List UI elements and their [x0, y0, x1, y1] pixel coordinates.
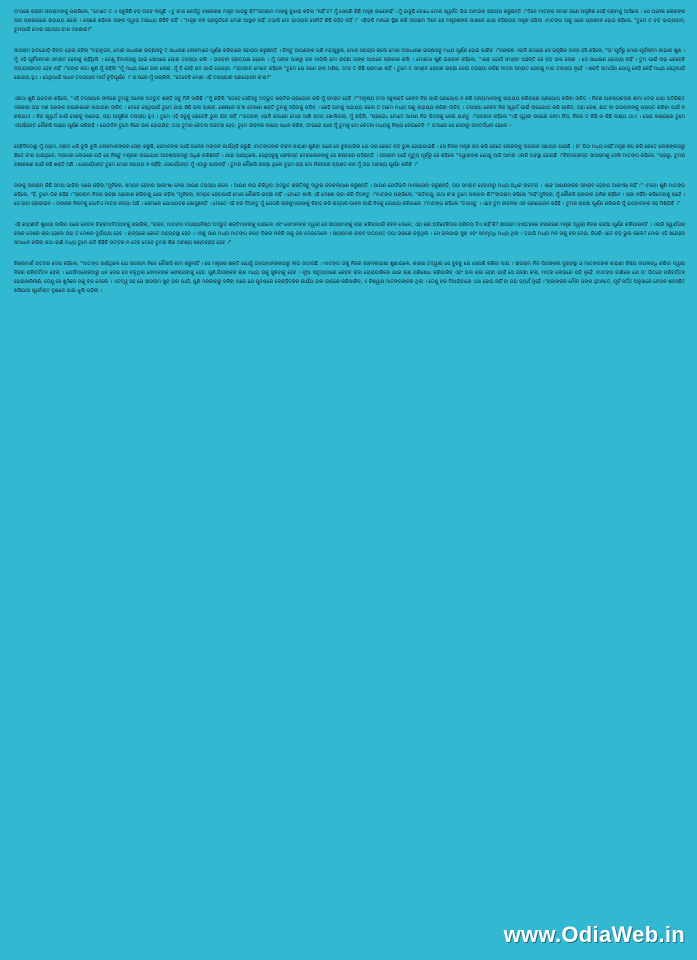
paragraph-3: ଏକଥା ଶୁଣି ଭଗବାନ କହିଲେ, "ଏହି ତପସ୍ୟାର ଫଳରେ ତୁମକୁ ଅନେକ ଅଦ୍ଭୁତ ଶକ୍ତି ସବୁ ମିଳି ସାରିଛି ।"ମୁଁ କହିଲି "ତେବେ ସେହିସବୁ ଅଦ୍ଭୁତ ଶକ୍ତିର ପ୍ରୟୋଗ କରି ମୁଁ ସମ୍ରାଟ ହେବି ।""ମନୁଷ୍ୟ ତା'ର ସବୁଶକ୍ତି କେବଳ ନିଜ ପାଇଁ ପ୍ରୟୋଗ ନ କରି ଅନ୍ୟମାନଙ୍କୁ ସାହାଯ୍ୟ କରିବାରେ ପ୍ରୟୋଗ କରିବା ଉଚିତ୍ । ନିଜର ଆବଶ୍ୟକତାର ଶୀମା ଦେଇ ଯାହା ଅତିରିକ୍ତ ଦରକାର ତାହା ଦଶ ଜଣଙ୍କ ଉପକାରରେ ଲଗାଇବା ଉଚିତ୍ । ତେବେ ସେଥିପାଇଁ ତୁମେ ଯାହା କିଛି ଭଲ ପାଇବ, ଶେଷରେ ତା'ର ଦେଖାଣ ଶକ୍ତି ତୁମକୁ ସହିବାକୁ ପଡ଼ିବ । କେହି ଆମକୁ ସାହାଯ୍ୟ କଲେ ତ ଆମେ ମଧ୍ୟ ତାକୁ ସାହାଯ୍ୟ କରିବା ଉଚିତ୍ । ତପସ୍ୟା କେବଳ ନିଜ ସ୍ୱାର୍ଥ ପାଇଁ ଉପଯୋଗ କରି ପାରିବ, ତାହା ବେଶ, ଛାତ ବା ଭଗବାନଙ୍କୁ ପ୍ରାପ୍ତ କରିବା ପାଇଁ ନ କରାଯାଏ । ନିଜ ସ୍ୱାର୍ଥ ପାଇଁ ସେବକୁ ଲଗେଇ, ତାହା ଆସୁରିକ ତପସ୍ୟା ହୁଏ । ତୁମେ ଏହି ସବୁକୁ କେବେବି ଭୁଲ ଯିବ ନାହିଁ ।"ଭଗବାନ୍ ଏଭଳି କଥାରେ ମୋର ଆଖି ହଠାତ୍ ଖୋଲିଗଲା, ମୁଁ କହିଲି, "ପ୍ରଭୋ, ମୋତେ ଆପଣ ନିଜ ଭିତରକୁ ନେଇ ଯାନ୍ତୁ ।"ଭଗବାନ କହିଲେ "ଏହି ପୃଥିବୀ ଉପରେ ଜନ୍ମ ନିଅ, ନିଜର ତ କିଛି ନା କିଛି ଲକ୍ଷ୍ୟ ଥାଏ । ସେଇ ଲକ୍ଷ୍ୟରେ ତୁମେ ଏପର୍ଯ୍ୟନ୍ତ କୌଣସି ଲକ୍ଷ୍ୟ ପୂର୍ଣ୍ଣ କରିନାହଁ । ଯେଉଦିନ ତୁମେ ନିଜେ ଭଲ ହୋଇଯିବ, ତଥା ତୁମର ଚେତନା ଉଚ୍ଚତର ହେବ, ତୁମେ ଜୀବନର ଲକ୍ଷ୍ୟ ସାଧନ କରିବ, ତା'ପରେ ଯାଇ ମୁଁ ତୁମକୁ ମୋ ଚେତନା ମଧ୍ୟକୁ ନିଶ୍ଚୟ ନେଇଚେବି ।" ତା'ପରେ ସେ ସେଠାରୁ ଅନ୍ତର୍ଦ୍ଧାନ ହେଲେ ।: [14, 96, 685, 129]
paragraph-4: ସେହିଦିନଠାରୁ ମୁଁ ଗ୍ରାମ, ଗ୍ରାମ ଧରି ବୁଲି ବୁଲି ଲୋକମାନଙ୍କର ସେବା କରୁଛି, ସେମାନଙ୍କ ପାଇଁ ଅନେକ ମଙ୍ଗଳ କାର୍ଯ୍ୟବି କରୁଛି ।ମାତଙ୍ଗଙ୍କ ଜୀବନ କାହାଣୀ ଶୁଣିବା ପରେ ସେ ବୁଝିପାରିଲା ଯେ ତାର କେତେ ବଡ଼ ଭୁଲ ହୋଇଯାଇଛି । ସେ ନିଜର ମନ୍ତ୍ର ଜପ କରି କେତେ ଲୋକଙ୍କୁ ଉପକାର ସହାୟତା ପାଇଛି । ତା' ପିତା ମଧ୍ୟ ସେହିଁ ମନ୍ତ୍ର ଜପ କରି କେତେ ଲୋକଙ୍କଠାରୁ କିତେ କ'ଣ ପାଇଥିବେ, ଦରାଗାର ଲୋଭରେ ପଡ଼ି ସେ ନିଷ୍ଟୁ ମନ୍ତ୍ରର ଉପଯୋଗ ଆବଶ୍ୟକତାରୁ ଅଧିକ କରିଛନ୍ତି । ଯାହା ପାଇଥିଲେ, ସେଥିସବୁକୁ ଫେରସ୍ତ ଦେବାଲୋକଙ୍କୁ ସେ କଷ୍ଟରେ ପଡ଼ିଛନ୍ତି । ସୀତାରାମ ପାଇଁ ମୃତ୍ୟୁ ପୂର୍ବରୁ ସେ କହିଲେ "ଦ୍ୱାରାଙ୍କ ଯୋଗୁ ଆଜି ଆମର ଏପରି ଅବସ୍ଥା ହୋଇଛି ।"ଚିନ୍ତାଗ୍ରସ୍ତ ସୀତାରାମକୁ ଦେଖି ମାତଙ୍ଗ କହିଲେ, "ପ୍ରଭୁ, ତୁମର ବଶୀକରଣ ପାଇଁ କଛି ଶକ୍ତି ଅଛି । ଯେପର୍ଯ୍ୟନ୍ତ ତୁମେ ମୋର ସହାୟତା ନ ଚାହିଁବ, ସେପର୍ଯ୍ୟନ୍ତ ମୁଁ ଏଠାରୁ ଯାଉନାହିଁ । ତୁମର କୌଣସି ଇଚ୍ଛା ଥିଲେ ତୁମେ ତାହା ମୋ ନିକଟରେ ବ୍ୟକ୍ତ କର ମୁଁ ତାହା ଅବଶ୍ୟ ପୂର୍ଣ୍ଣ କରିବି ।": [14, 144, 685, 168]
paragraph-2: ସୀତାରାମ ହାତଯୋଡ଼ି ବିନୀତ ହୋଇ କହିଲା "ମହାନୁଭବ, ମୋର ସାଧାରଣ ଇଚ୍ଛାସବୁ ତ ସାଧାରଣ ଲୋକମାନେ ପୂର୍ଣ୍ଣ କରିବାରେ ସହାୟତା କରୁଛନ୍ତି । କିନ୍ତୁ ଆପଣଙ୍କ ପରି ମହାପୁରୁଷ, ମୋର ସହାୟତା କଲେ ମୋର ଅସାଧାରଣ ଇଚ୍ଛାସବୁ ମଧ୍ୟ ପୂର୍ଣ୍ଣ ହୋଇ ପାରିବ ।"ତାଙ୍କର ଏଭଳି କଥାରେ ସେ ତାନ୍ତ୍ରିକ ଅଳ୍ପ ହସି କହିଲେ, "ତା' ପୂର୍ବରୁ ମୋର ପୂର୍ବଜନ୍ମ କାହାଣୀ ଶୁଣ । ମୁଁ ଏହି ପୂର୍ବଜନ୍ମର ସମ୍ରାଟ ହେବାକୁ ଚାହିଁଥିଲି । ତେଣୁ ହିମାଳୟକୁ ଯାଇ ସେଠାରେ ଘୋର ତପସ୍ୟା କଲି । ଭଗବାନ ପ୍ରତ୍ୟକ୍ଷ ହେଲେ । ମୁଁ ତାଙ୍କ ପାଖରୁ ବର ମାଗିଲି ମୋ ଇଚ୍ଛା ତାଙ୍କ ଆଗରେ ପ୍ରକାଶ କଲି । ମୋକଥା ଶୁଣି ଭଗବାନ କହିଲେ, "ଏବେ ଯେଉଁ ସମ୍ରାଟ ଅଛନ୍ତି ସେ ବଡ଼ ଭଲ ଲୋକ । ସେ ସାଧାରଣ ଯୋଗ୍ୟ ନାହିଁ । ତୁମ ପାଇଁ ତାହା କେବେବି ନ୍ୟାୟସଙ୍ଗତ ହେବ ନାହିଁ ।"ତାଙ୍କ କଥା ଶୁଣି ମୁଁ କହିଲି "ମୁଁ ମଧ୍ୟ ଜଣେ ଭଲ ଲୋକ, ମୁଁ ବି ସେହି ପଦ ପାଇଁ ଯୋଗ୍ୟ ।"ଭଗବାନ ମୋତେ କହିଲେ "ତୁମେ ଯେ ଜଣେ ଭଲ ମଣିଷ, ତା'ର ତ କିଛି ପ୍ରମାଣ ନାହିଁ । ତୁମେ ତ ସମ୍ରାଟ ହେବାର ଇଚ୍ଛା ନେଇ ତପସ୍ୟା କରିଛ ମାତ୍ର ସମ୍ରାଟ ହେବାକୁ ମାଗ ତପସ୍ୟା ନୁହେଁ । ଶକ୍ତି ସାମର୍ଥ୍ୟ ଯୋଗୁ କେହି କେହିଁ ମଧ୍ୟ ସେଥିପାଇଁ ଯୋଗ୍ୟ ହୁଏ । ସେଥିପାଇଁ ସାଧନ ତପସ୍ୟାର ମାର୍ଗ ଚୂଡ଼ିପୂର୍ଣ୍ଣ ।" ତା'ପରେ ମୁଁ ପଚାରିଲି, "ତେବେବି ମୋର ଏହି ତପସ୍ୟାର ପ୍ରୟୋଜନ କ'ଣ?": [14, 48, 685, 81]
paragraph-7: ବିକ୍ରମାର୍କ ଉତ୍ତର ଦେଇ କହିଲେ, "ମାତଙ୍ଗ ଜାଣିଥିଲେ ଯେ ସୀତାରାମ ନିଜେ କୌଣସି କାମ କରୁନାହିଁ । ସେ ମନ୍ତ୍ରର ଶକ୍ତି ଯୋଗୁଁ ଅନ୍ୟମାନଙ୍କଠାରୁ ଲାଭ ଉଠାଉଛି । ମାତଙ୍ଗ ତାକୁ ନିଜର ଜୀବନକାହାଣୀ ଶୁଣାଇଲେ, କାରଣ ତଦ୍ୱାରା ସେ ବୁଝିବୁ ଯେ ସେପରି କରିବା ପାପ । ସୀତାରାମ ନିଜ ପିତାଙ୍କର ଦୁରାବସ୍ଥା ଓ ମାତଙ୍ଗଙ୍କ କାହାଣୀ ବିଷୟ ଉପଲବ୍ଧି କରିବା ଦ୍ୱାରା ନିଜର ପରିବର୍ତ୍ତନ ହେଲା । ଯେଉଁମାନେକଠାରୁ ଧନ ନେଇ ସେ ଚଳୁଥିଲା ସେମାନଙ୍କ ଫେରାଇବାକୁ ହେବ, ପୁଣି,ପିତାଙ୍କର ଋଣ ମଧ୍ୟ ତାକୁ ସୁଝିବାକୁ ହେବ । ନୂଆ ସହୃଦୟତାରେ କେବଳ ରାଜା ହୋଇପାରିଲେ ଯାଇ ଋଣ ପରିଶୋଧ କରିପାରିବ ଏବଂ ଭଲ ରାଜା ହେବା ପାଇଁ ସେ ଇଚ୍ଛା କଲା, ମାତ୍ର ଲୋଭରେ ପଡ଼ି ନୁହେଁ ।ମାତଙ୍ଗ ଜାଣିଲେ ଯେ ତା' ଭିତରେ ପରିବର୍ତ୍ତନ ହୋଇସାରିଲାଣି, ତେଣୁ ସେ ଖୁସିରେ ତାକୁ ବର ଦେଲେ । ଏତଦ୍ୱ ସହ ଯେ ସୀତାରାମ ଖୁବ୍ ଭଲ ପାଇଁ, ପୁଣି ଦରକାରରୁ ବଳିବା ପରେ ଯେ ପୁନଶ୍ଚରେ ଲୋକହିତକର କାର୍ଯ୍ୟ ଭଲ ଭାବରେ କରିପାରିବ, ଏ ବିଶ୍ୱାସ ମାତଙ୍ଗଙ୍କର ଥିଲା । ତେଣୁ ବର ଦିଆଯିବାରେ ଏଥା ହୋଇ ନାହିଁ ବା ତାହା ବ୍ୟର୍ଥ ନୁହେଁ ।"ରାଜାଙ୍କର ମୌନ ଭଙ୍ଗ ହୁଅନ୍ତେ, ପୂର୍ବ ସର୍ତ୍ତ ଅନୁସାରେ ବେତାଳ ଶବସହିତ ଖସିଯାଇ ପୂର୍ବୋକ୍ତ ବୃକ୍ଷରେ ଯାଇ ଝୁଲି ପଡ଼ିଲା ।: [14, 261, 685, 294]
paragraph-1: ତା'ପରେ ରାଜଜୀ ସୀତାରାମଙ୍କୁ ପଚାରିଲେ, "ମୋତେ ତ ଏ ସବୁକିଛି ବଡ଼ ଅଜବ ଲାଗୁଛି । ତୁ କ'ଣ କେଉଁଠୁ ବଶୀକରଣ ମନ୍ତ୍ର ପାଇଛୁ କି?"ସୀତାରାମ ମାଙ୍କୁ ବୁଝାଇ କହିଲା "ନାହିଁ ତ? ମୁଁ ସେପରି କିଛି ମନ୍ତ୍ର ଜାଣେନାହିଁ । ମୁଁ ଭାବୁଛି ବୋଧେ ମୋର ସ୍ୱର୍ଗତ ପିତା ଆମ୍ଭର ସହାୟତା କରୁଛନ୍ତି ।"ଦିନେ ମାତଙ୍ଗ ନାମକ ଜଣେ ତାନ୍ତ୍ରିକ ସେହି ଗ୍ରାମକୁ ଆସିଲେ । ସେ ଅନେକ ଲୋକଙ୍କ ନାନା ପ୍ରକାରରେ ସାହାଯ୍ୟ କଲେ । ଲୋକେ କହିଲେ ତାଙ୍କ ଦ୍ୱାରା ଅସାଧ୍ୟ କିଛିବି ନାହିଁ । "ମନ୍ତ୍ର ବଳ ପ୍ରଭୃତିରେ ମୋର ଆସ୍ଥାନ ନାହିଁ, ତଥାପି ମୋ ଭାଗ୍ୟର ସେମିତି କିଛି ରହିବ ନାହିଁ ।" ଏହିଭଳି ମନରେ ସ୍ଥିର କରି ସୀତାରାମ ଦିନେ ସେ ମନ୍ତ୍ରଜ୍ଞଙ୍କ ପାଖରେ ଯାଇ ବହିରାୟନ୍ଦ ମନ୍ତ୍ର ଜପିଲା ।ମାତଙ୍ଗ ତାକୁ ଥରେ ପ୍ରସନ୍ନ ହୋଇ କହିଲେ, "ତୁମେ ତ ବଡ଼ ଭାଗ୍ୟବାନ୍; ତୁମପାଇଁ ମୋର ସହାୟତା କ'ଣ ଦରକାର?": [14, 9, 685, 33]
site-watermark-url: www.OdiaWeb.in: [503, 922, 685, 947]
paragraph-5: ତାଙ୍କୁ ସୀତାରାମ କିଛି ସମୟ ଭାବିବା ପରେ କହିଲା,"ମୁନିବର, ସମ୍ରାଟ ହେବାର ଆକାଂକ୍ଷା ନେଇ ଆପଣ ତପସ୍ୟା କଲେ । ଆପଣ ଲାଭ କରିଥିବା ଅଦ୍ଭୁତ ଶକ୍ତିସବୁ ଦ୍ୱାରା ଜନକଲ୍ୟାଣ କରୁଛନ୍ତି । ଆପଣ ଯେଉଁଭଳି ମାନବସେବା କରୁଛନ୍ତି, ତାହା ସମ୍ରାଟ ହେବାଠାରୁ ମଧ୍ୟ ଅଧିକ ଉଚ୍ଚତର । ଏବେ ଆପଣଙ୍କର ସମ୍ରାଟ ହେବାର ଆକାଂକ୍ଷା ନାହିଁ ।" ଏ'କଥା ଶୁଣି ମାତଙ୍ଗ କହିଲେ, "ହଁ, ତୁମେ ଠିକ କହିଛ ।"ସୀତାରାମ ନିଜର ଇଚ୍ଛା ପ୍ରକାଶ କରିବାକୁ ଯାଇ କହିଲା "ମୁନିବର, ସମ୍ରାଟ ହେବାପାଇଁ ମୋର କୌଣସି ଇଚ୍ଛା ନାହିଁ । ମୋତେ ଖାଲି ଏହି ଦେଶର ରାଜା କରି ଦିଅନ୍ତୁ ।"ମାତଙ୍ଗ ପଚାରିଲେ, "ଇତିବାନ୍ଦୁ, କଥା କ'ଣ ତୁମେ ଭଲଗଲ କି?"ସୀତାରାମ କହିଲେ "ନାହିଁ ମୁନିବର, ମୁଁ କୌଣସି ରାଜାଙ୍କ ହାନିକ ଚାହିଁନେ । ରାଜା ନହିଁବା କରିଦେବାକୁ ଚାହେଁ । ସେ ରାଜା ପ୍ରଜାହୀନ । ତାଙ୍କର ନିକଟକୁ ଗୋଟିଏ ମାତ୍ର କନ୍ୟା ଅଛି । ସେମାନେ ଯୋଗ୍ୟବର ଖୋଜୁଛନ୍ତି । ମୋତେ ଏହି ବର ଦିଅନ୍ତୁ ମୁଁ ଯେପରି ରାଜକୁମାରୀଙ୍କୁ ବିବାହ କରି ରାଜ୍ୟର ପାଳନ ପାଇଁ ନିଜକୁ ଯୋଗ୍ୟ କରିପାରେ ।"ମାତଙ୍ଗ କହିଲେ "ତଥାସ୍ତୁ । ଏବେ ତୁମ ଜୀବନର ଏକ ପ୍ରୟୋଜନ ରହିଛି । ତୁମର ଇଚ୍ଛା ପୂର୍ଣ୍ଣ କରିସାରି ମୁଁ ଭଗବାନଙ୍କ ସହ ମିଶିଯିବି ।": [14, 183, 685, 207]
paragraph-6: ଏହି କାହାଣୀଟି ଶୁଣାଇ ସାରିବା ପରେ ବେତାଳ ବିକ୍ରମାଦିତ୍ୟଙ୍କୁ ପଚାରିଲା, "ରାଜନ, ମାତଙ୍ଗ ତପସ୍ୟାନିଷ୍ଠ ଅଦ୍ଭୁତ ଶକ୍ତିମାନଙ୍କୁ ପାଇଲେ ଏବଂ ସେମାନଙ୍କ ଦ୍ୱାରା ସେ ସୀତାରାମଙ୍କୁ ରାଜା କରିବାପାଇଁ ବଚନ ଦେଲେ; ଏହା କଣ ଅବିବେକିତାର ପରିଚୟ ଦିଏ ନାହିଁ କି? ସୀତାରାମ ବାସ୍ତବରେ ବସୀକରଣ ମନ୍ତ୍ର ଦ୍ୱାରା ନିଜର ଇଚ୍ଛା ପୂର୍ଣ୍ଣ କରିପାରନ୍ତି । ଏପରି ସ୍ୱାର୍ଥପର ଲୋକ ଦେଶର ରାଜା ହେଲେ ତାହା ତ ଦେଶର ଦୁର୍ଭାଗ୍ୟ ହେବ । ରାଜ୍ୟରେ କେତେ ଅବ୍ୟବସ୍ଥା ହେବ । ଏସବୁ ଜାଣ ମଧ୍ୟ ମାତଙ୍ଗ କପଟ ବିଚାର ନକରି ତାକୁ ବର ଦେଇଦେଲେ । ସୀତାରାମର ଜୀବନ ଅତ୍ୟନ୍ତ ଦୟା ଭରରେ ଚଳୁଥିଲା । ସେ ଭଲପାଇ ସୁଖ ଏବଂ ସମ୍ମୃଦ୍ଧି ମଧ୍ୟ ଥିଲା । ତଥାପି ମଧ୍ୟ ମନ ତାକୁ ବର ଦେଇ, ଜିଗରି ଏତେ ବଡ଼ ଭୁଲ କଲେ? ମୋର ଏହି ସନ୍ଦେହର ସମାଧାନ କରିବା କଥା ଜାଣି ମଧ୍ୟ ତୁମେ ଯଦି କିଛିବି ଉତ୍ତର ନ ଦେବ ତେବେ ତୁମର ଶିର ଅବଶ୍ୟ ଖଣ୍ଡଚ୍ଛଡ଼ ହେବ ।": [14, 222, 685, 246]
